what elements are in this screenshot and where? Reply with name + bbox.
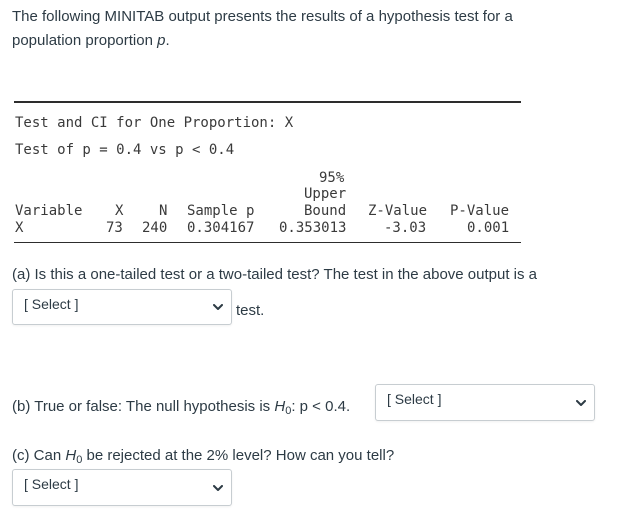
intro-line-2-end: . xyxy=(165,32,170,49)
output-bottom-rule xyxy=(14,242,521,243)
question-a-select-value: [ Select ] xyxy=(24,296,79,312)
question-a-text: (a) Is this a one-tailed test or a two-tailed test? The test in the above output is a xyxy=(12,266,538,283)
col-header-n: N xyxy=(159,203,168,219)
question-b-text xyxy=(12,397,350,417)
cell-sample-p: 0.304167 xyxy=(187,220,255,236)
question-c-sub: 0 xyxy=(76,454,83,466)
question-b-sub: 0 xyxy=(285,405,292,417)
question-c-prefix: (c) Can xyxy=(12,447,66,464)
question-b-prefix: (b) True or false: The null hypothesis is xyxy=(12,398,275,415)
proportion-variable: p xyxy=(157,32,166,49)
col-header-upper: Upper xyxy=(304,186,347,202)
col-header-x: X xyxy=(115,203,124,219)
col-header-sample-p: Sample p xyxy=(187,203,255,219)
output-top-rule xyxy=(14,101,521,103)
intro-line-2-text: population proportion xyxy=(12,32,158,49)
question-c-text xyxy=(12,446,394,466)
question-c-select-value: [ Select ] xyxy=(24,476,79,492)
question-b-select[interactable] xyxy=(375,384,595,421)
cell-bound: 0.353013 xyxy=(279,220,347,236)
intro-line-2 xyxy=(12,29,592,53)
question-c-select[interactable] xyxy=(12,469,232,506)
chevron-down-icon xyxy=(213,304,223,311)
minitab-title: Test and CI for One Proportion: X xyxy=(15,115,294,131)
question-b-select-value: [ Select ] xyxy=(387,391,442,407)
cell-n: 240 xyxy=(142,220,168,236)
cell-x: 73 xyxy=(106,220,123,236)
question-b-suffix: : p < 0.4. xyxy=(291,398,351,415)
cell-p-value: 0.001 xyxy=(467,220,510,236)
question-a-select[interactable] xyxy=(12,289,232,325)
question-a-after: test. xyxy=(236,302,265,319)
question-c-suffix: be rejected at the 2% level? How can you tell? xyxy=(82,447,395,464)
minitab-hypothesis: Test of p = 0.4 vs p < 0.4 xyxy=(15,142,235,158)
col-header-z-value: Z-Value xyxy=(368,203,428,219)
col-header-95: 95% xyxy=(319,170,345,186)
col-header-variable: Variable xyxy=(15,203,83,219)
intro-line-1: The following MINITAB output presents the results of a hypothesis test for a xyxy=(12,8,513,25)
chevron-down-icon xyxy=(576,400,586,407)
question-c-h: H xyxy=(65,447,77,464)
chevron-down-icon xyxy=(213,485,223,492)
cell-variable: X xyxy=(15,220,24,236)
question-b-h: H xyxy=(274,398,286,415)
cell-z-value: -3.03 xyxy=(384,220,427,236)
col-header-bound: Bound xyxy=(304,203,347,219)
intro-text xyxy=(12,5,592,53)
col-header-p-value: P-Value xyxy=(450,203,510,219)
